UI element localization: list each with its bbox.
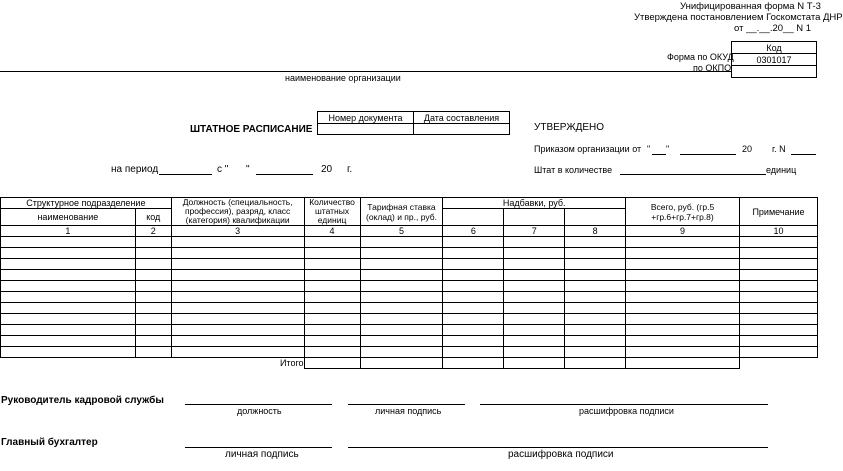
table-cell[interactable] xyxy=(504,248,565,259)
table-cell[interactable] xyxy=(565,336,626,347)
document-title: ШТАТНОЕ РАСПИСАНИЕ xyxy=(190,124,313,135)
table-cell[interactable] xyxy=(1,314,136,325)
table-cell[interactable] xyxy=(1,259,136,270)
table-cell[interactable] xyxy=(360,270,443,281)
period-quote-close: " xyxy=(246,164,250,175)
table-row xyxy=(1,281,818,292)
table-cell[interactable] xyxy=(360,336,443,347)
table-cell[interactable] xyxy=(1,237,136,248)
table-cell[interactable] xyxy=(1,281,136,292)
total-note-cell xyxy=(740,358,818,369)
period-year: 20 xyxy=(321,164,333,175)
table-cell[interactable] xyxy=(565,292,626,303)
table-cell[interactable] xyxy=(504,281,565,292)
table-cell[interactable] xyxy=(740,259,818,270)
table-cell[interactable] xyxy=(626,314,740,325)
column-number-1: 1 xyxy=(1,226,136,237)
table-cell[interactable] xyxy=(304,270,360,281)
table-cell[interactable] xyxy=(626,237,740,248)
table-cell[interactable] xyxy=(740,303,818,314)
order-quote-close: " xyxy=(666,144,670,154)
table-cell[interactable] xyxy=(740,336,818,347)
form-type-line: Унифицированная форма N Т-3 xyxy=(680,1,821,12)
table-cell[interactable] xyxy=(443,281,504,292)
organization-line[interactable] xyxy=(0,71,731,72)
table-cell[interactable] xyxy=(304,347,360,358)
total-bonus2-cell[interactable] xyxy=(504,358,565,369)
order-number-label: г. N xyxy=(772,144,786,154)
table-cell[interactable] xyxy=(504,325,565,336)
bonus-col-2 xyxy=(504,209,565,226)
table-cell[interactable] xyxy=(443,237,504,248)
table-row xyxy=(1,237,818,248)
table-cell[interactable] xyxy=(740,237,818,248)
approved-title: УТВЕРЖДЕНО xyxy=(534,122,605,133)
codes-table xyxy=(731,41,817,78)
table-cell[interactable] xyxy=(565,237,626,248)
staff-count-header: Количество штатных единиц xyxy=(304,198,360,226)
table-cell[interactable] xyxy=(626,248,740,259)
table-cell[interactable] xyxy=(171,270,304,281)
column-number-10: 10 xyxy=(740,226,818,237)
table-cell[interactable] xyxy=(443,248,504,259)
table-cell[interactable] xyxy=(171,248,304,259)
bonus-header: Надбавки, руб. xyxy=(443,198,626,209)
table-cell[interactable] xyxy=(171,237,304,248)
table-cell[interactable] xyxy=(626,336,740,347)
table-cell[interactable] xyxy=(1,292,136,303)
chief-accountant-label: Главный бухгалтер xyxy=(1,437,98,448)
accountant-signature-caption: личная подпись xyxy=(225,449,299,460)
table-cell[interactable] xyxy=(565,281,626,292)
order-number-line[interactable] xyxy=(791,154,816,155)
order-quote-open: " xyxy=(647,144,651,154)
doc-date-input[interactable] xyxy=(414,124,510,135)
table-cell[interactable] xyxy=(304,281,360,292)
column-number-5: 5 xyxy=(360,226,443,237)
table-row xyxy=(1,347,818,358)
column-numbers-row xyxy=(1,226,818,237)
table-cell[interactable] xyxy=(360,314,443,325)
staff-count-line[interactable] xyxy=(620,174,766,175)
table-cell[interactable] xyxy=(740,248,818,259)
table-cell[interactable] xyxy=(443,292,504,303)
table-cell[interactable] xyxy=(740,292,818,303)
column-number-4: 4 xyxy=(304,226,360,237)
table-cell[interactable] xyxy=(304,248,360,259)
table-row xyxy=(1,270,818,281)
table-cell[interactable] xyxy=(360,292,443,303)
table-cell[interactable] xyxy=(135,303,171,314)
table-cell[interactable] xyxy=(1,347,136,358)
accountant-decoding-caption: расшифровка подписи xyxy=(508,449,614,460)
table-cell[interactable] xyxy=(171,314,304,325)
table-cell[interactable] xyxy=(443,347,504,358)
unit-code-header: код xyxy=(135,209,171,226)
table-cell[interactable] xyxy=(565,248,626,259)
table-cell[interactable] xyxy=(304,237,360,248)
table-cell[interactable] xyxy=(135,336,171,347)
doc-number-table xyxy=(317,111,510,135)
accountant-signature-line[interactable] xyxy=(185,447,332,448)
table-cell[interactable] xyxy=(304,314,360,325)
table-cell[interactable] xyxy=(626,303,740,314)
hr-decoding-line[interactable] xyxy=(480,404,768,405)
table-cell[interactable] xyxy=(135,292,171,303)
table-cell[interactable] xyxy=(360,259,443,270)
table-cell[interactable] xyxy=(1,248,136,259)
organization-caption: наименование организации xyxy=(285,73,401,83)
table-cell[interactable] xyxy=(304,259,360,270)
table-cell[interactable] xyxy=(443,336,504,347)
kod-header: Код xyxy=(732,42,817,54)
table-cell[interactable] xyxy=(504,237,565,248)
column-number-3: 3 xyxy=(171,226,304,237)
unit-name-header: наименование xyxy=(1,209,136,226)
table-cell[interactable] xyxy=(504,259,565,270)
table-cell[interactable] xyxy=(171,325,304,336)
position-header: Должность (специальность, профессия), разряд, класс (категория) квалификации xyxy=(171,198,304,226)
table-cell[interactable] xyxy=(565,270,626,281)
table-cell[interactable] xyxy=(504,292,565,303)
table-cell[interactable] xyxy=(443,314,504,325)
doc-date-label: Дата составления xyxy=(414,112,510,124)
table-cell[interactable] xyxy=(1,325,136,336)
total-bonus3-cell[interactable] xyxy=(565,358,626,369)
table-cell[interactable] xyxy=(360,303,443,314)
total-bonus1-cell[interactable] xyxy=(443,358,504,369)
table-cell[interactable] xyxy=(171,303,304,314)
table-cell[interactable] xyxy=(504,303,565,314)
okud-value[interactable]: 0301017 xyxy=(732,54,817,66)
table-cell[interactable] xyxy=(360,347,443,358)
hr-decoding-caption: расшифровка подписи xyxy=(579,406,674,416)
bonus-col-3 xyxy=(565,209,626,226)
table-cell[interactable] xyxy=(135,325,171,336)
table-cell[interactable] xyxy=(740,270,818,281)
table-cell[interactable] xyxy=(740,347,818,358)
period-count-line[interactable] xyxy=(159,174,212,175)
table-cell[interactable] xyxy=(1,303,136,314)
table-cell[interactable] xyxy=(565,259,626,270)
table-cell[interactable] xyxy=(304,303,360,314)
okpo-value[interactable] xyxy=(732,66,817,78)
total-label: Итого xyxy=(1,358,305,369)
table-cell[interactable] xyxy=(626,270,740,281)
table-cell[interactable] xyxy=(626,347,740,358)
table-cell[interactable] xyxy=(1,336,136,347)
table-cell[interactable] xyxy=(740,314,818,325)
column-number-8: 8 xyxy=(565,226,626,237)
table-cell[interactable] xyxy=(304,325,360,336)
table-cell[interactable] xyxy=(171,281,304,292)
total-count-cell[interactable] xyxy=(304,358,360,369)
table-cell[interactable] xyxy=(626,281,740,292)
total-sum-cell[interactable] xyxy=(626,358,740,369)
order-day-line[interactable] xyxy=(652,154,666,155)
column-number-9: 9 xyxy=(626,226,740,237)
period-month-line[interactable] xyxy=(256,174,313,175)
table-row xyxy=(1,325,818,336)
hr-position-caption: должность xyxy=(237,406,282,416)
order-year: 20 xyxy=(742,144,753,154)
hr-signature-caption: личная подпись xyxy=(375,406,442,416)
table-cell[interactable] xyxy=(360,237,443,248)
staff-count-label: Штат в количестве xyxy=(534,165,613,175)
table-cell[interactable] xyxy=(135,248,171,259)
table-cell[interactable] xyxy=(626,259,740,270)
note-header: Примечание xyxy=(740,198,818,226)
table-cell[interactable] xyxy=(135,259,171,270)
staff-units-label: единиц xyxy=(766,165,797,175)
period-label: на период xyxy=(111,164,159,175)
table-cell[interactable] xyxy=(504,314,565,325)
table-cell[interactable] xyxy=(171,292,304,303)
table-cell[interactable] xyxy=(740,325,818,336)
approval-date-line: от __.__.20__ N 1 xyxy=(734,23,812,34)
table-cell[interactable] xyxy=(171,259,304,270)
table-row xyxy=(1,248,818,259)
period-year-suffix: г. xyxy=(347,164,353,175)
table-cell[interactable] xyxy=(360,325,443,336)
table-cell[interactable] xyxy=(443,259,504,270)
hr-head-label: Руководитель кадровой службы xyxy=(1,395,164,406)
tariff-rate-header: Тарифная ставка (оклад) и пр., руб. xyxy=(360,198,443,226)
table-cell[interactable] xyxy=(171,347,304,358)
total-header: Всего, руб. (гр.5 +гр.6+гр.7+гр.8) xyxy=(626,198,740,226)
table-cell[interactable] xyxy=(740,281,818,292)
doc-number-label: Номер документа xyxy=(318,112,414,124)
hr-position-line[interactable] xyxy=(185,404,332,405)
table-row xyxy=(1,336,818,347)
table-row xyxy=(1,259,818,270)
table-cell[interactable] xyxy=(135,270,171,281)
table-cell[interactable] xyxy=(171,336,304,347)
table-cell[interactable] xyxy=(360,248,443,259)
table-cell[interactable] xyxy=(504,270,565,281)
table-row xyxy=(1,314,818,325)
approval-line: Утверждена постановлением Госкомстата ДНР xyxy=(634,12,843,23)
table-cell[interactable] xyxy=(443,303,504,314)
doc-number-input[interactable] xyxy=(318,124,414,135)
hr-signature-line[interactable] xyxy=(348,404,465,405)
table-row xyxy=(1,292,818,303)
table-cell[interactable] xyxy=(565,314,626,325)
table-cell[interactable] xyxy=(1,270,136,281)
okpo-label: по ОКПО xyxy=(693,63,732,73)
table-cell[interactable] xyxy=(504,336,565,347)
table-cell[interactable] xyxy=(360,281,443,292)
total-rate-cell[interactable] xyxy=(360,358,443,369)
column-number-6: 6 xyxy=(443,226,504,237)
order-month-line[interactable] xyxy=(680,154,736,155)
table-cell[interactable] xyxy=(626,292,740,303)
table-cell[interactable] xyxy=(304,336,360,347)
table-cell[interactable] xyxy=(565,325,626,336)
bonus-col-1 xyxy=(443,209,504,226)
okud-label: Форма по ОКУД xyxy=(667,52,734,62)
order-label: Приказом организации от xyxy=(534,144,642,154)
table-cell[interactable] xyxy=(504,347,565,358)
staffing-table xyxy=(0,197,818,369)
struct-unit-header: Структурное подразделение xyxy=(1,198,172,209)
table-cell[interactable] xyxy=(626,325,740,336)
column-number-7: 7 xyxy=(504,226,565,237)
table-cell[interactable] xyxy=(443,270,504,281)
table-cell[interactable] xyxy=(135,314,171,325)
table-cell[interactable] xyxy=(304,292,360,303)
table-cell[interactable] xyxy=(565,303,626,314)
table-cell[interactable] xyxy=(135,237,171,248)
table-cell[interactable] xyxy=(565,347,626,358)
accountant-decoding-line[interactable] xyxy=(348,447,768,448)
table-cell[interactable] xyxy=(443,325,504,336)
table-row xyxy=(1,303,818,314)
table-cell[interactable] xyxy=(135,347,171,358)
table-cell[interactable] xyxy=(135,281,171,292)
period-from-label: с " xyxy=(217,164,229,175)
column-number-2: 2 xyxy=(135,226,171,237)
